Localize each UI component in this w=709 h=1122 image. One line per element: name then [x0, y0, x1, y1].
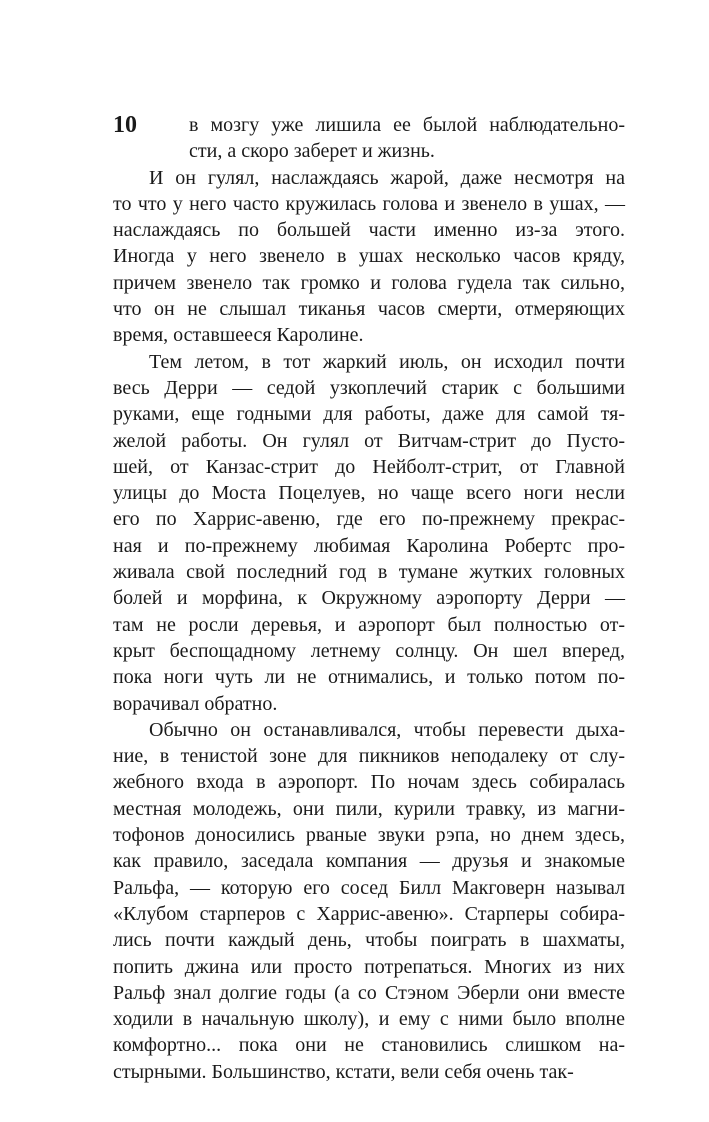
paragraph [113, 165, 625, 349]
text-line: ние, в тенистой зоне для пикников неподалеку от слу- [113, 745, 625, 768]
text-line: наслаждаясь по большей части именно из-за этого. [113, 219, 625, 242]
text-line: улицы до Моста Поцелуев, но чаще всего ноги несли [113, 482, 625, 505]
text-line: там не росли деревья, и аэропорт был полностью от- [113, 613, 625, 636]
text-line: попить джина или просто потрепаться. Многих из них [113, 955, 625, 978]
text-line: как правило, заседала компания — друзья и знакомые [113, 850, 625, 873]
text-line: жебного входа в аэропорт. По ночам здесь собиралась [113, 771, 625, 794]
text-line: весь Дерри — седой узкоплечий старик с большими [113, 376, 625, 399]
text-line: Иногда у него звенело в ушах несколько часов кряду, [113, 245, 625, 268]
text-line: желой работы. Он гулял от Витчам-стрит до Пусто- [113, 429, 625, 452]
text-line: пока ноги чуть ли не отнимались, и только потом по- [113, 666, 625, 689]
text-line: его по Харрис-авеню, где его по-прежнему прекрас- [113, 508, 625, 531]
text-line: ходили в начальную школу), и ему с ними было вполне [113, 1008, 625, 1031]
text-line: причем звенело так громко и голова гудела так сильно, [113, 271, 625, 294]
text-line: Тем летом, в тот жаркий июль, он исходил почти [149, 350, 625, 373]
paragraph-continued [189, 112, 625, 165]
text-line: Ральф знал долгие годы (а со Стэном Эберли они вместе [113, 981, 625, 1004]
text-line: местная молодежь, они пили, курили травку, из магни- [113, 797, 625, 820]
text-line: ворачивал обратно. [113, 692, 278, 715]
text-line: в мозгу уже лишила ее былой наблюдательно- [189, 114, 625, 136]
text-line: живала свой последний год в тумане жутких головных [113, 561, 625, 584]
text-line: время, оставшееся Каролине. [113, 324, 364, 347]
paragraph [113, 717, 625, 1085]
text-line: «Клубом старперов с Харрис-авеню». Старперы собира- [113, 902, 625, 925]
page-number: 10 [113, 112, 137, 138]
text-line: болей и морфина, к Окружному аэропорту Дерри — [113, 587, 625, 610]
text-line: стырными. Большинство, кстати, вели себя очень так- [113, 1060, 574, 1083]
text-line: крыт беспощадному летнему солнцу. Он шел вперед, [113, 639, 625, 662]
text-line: что он не слышал тиканья часов смерти, отмеряющих [113, 298, 625, 321]
text-line: Ральфа, — которую его сосед Билл Макговерн называл [113, 876, 625, 899]
text-line: тофонов доносились рваные звуки рэпа, но днем здесь, [113, 824, 625, 847]
text-line: шей, от Канзас-стрит до Нейболт-стрит, от Главной [113, 455, 625, 478]
text-line: сти, а скоро заберет и жизнь. [189, 140, 435, 163]
text-line: руками, еще годными для работы, даже для самой тя- [113, 403, 625, 426]
paragraph [113, 349, 625, 717]
text-line: комфортно... пока они не становились слишком на- [113, 1034, 625, 1057]
page-body [113, 112, 625, 1085]
text-line: Обычно он останавливался, чтобы перевести дыха- [149, 718, 625, 741]
text-line: И он гулял, наслаждаясь жарой, даже несмотря на [149, 166, 625, 189]
text-line: ная и по-прежнему любимая Каролина Робертс про- [113, 534, 625, 557]
text-line: то что у него часто кружилась голова и звенело в ушах, — [113, 192, 625, 215]
text-line: лись почти каждый день, чтобы поиграть в шахматы, [113, 929, 625, 952]
